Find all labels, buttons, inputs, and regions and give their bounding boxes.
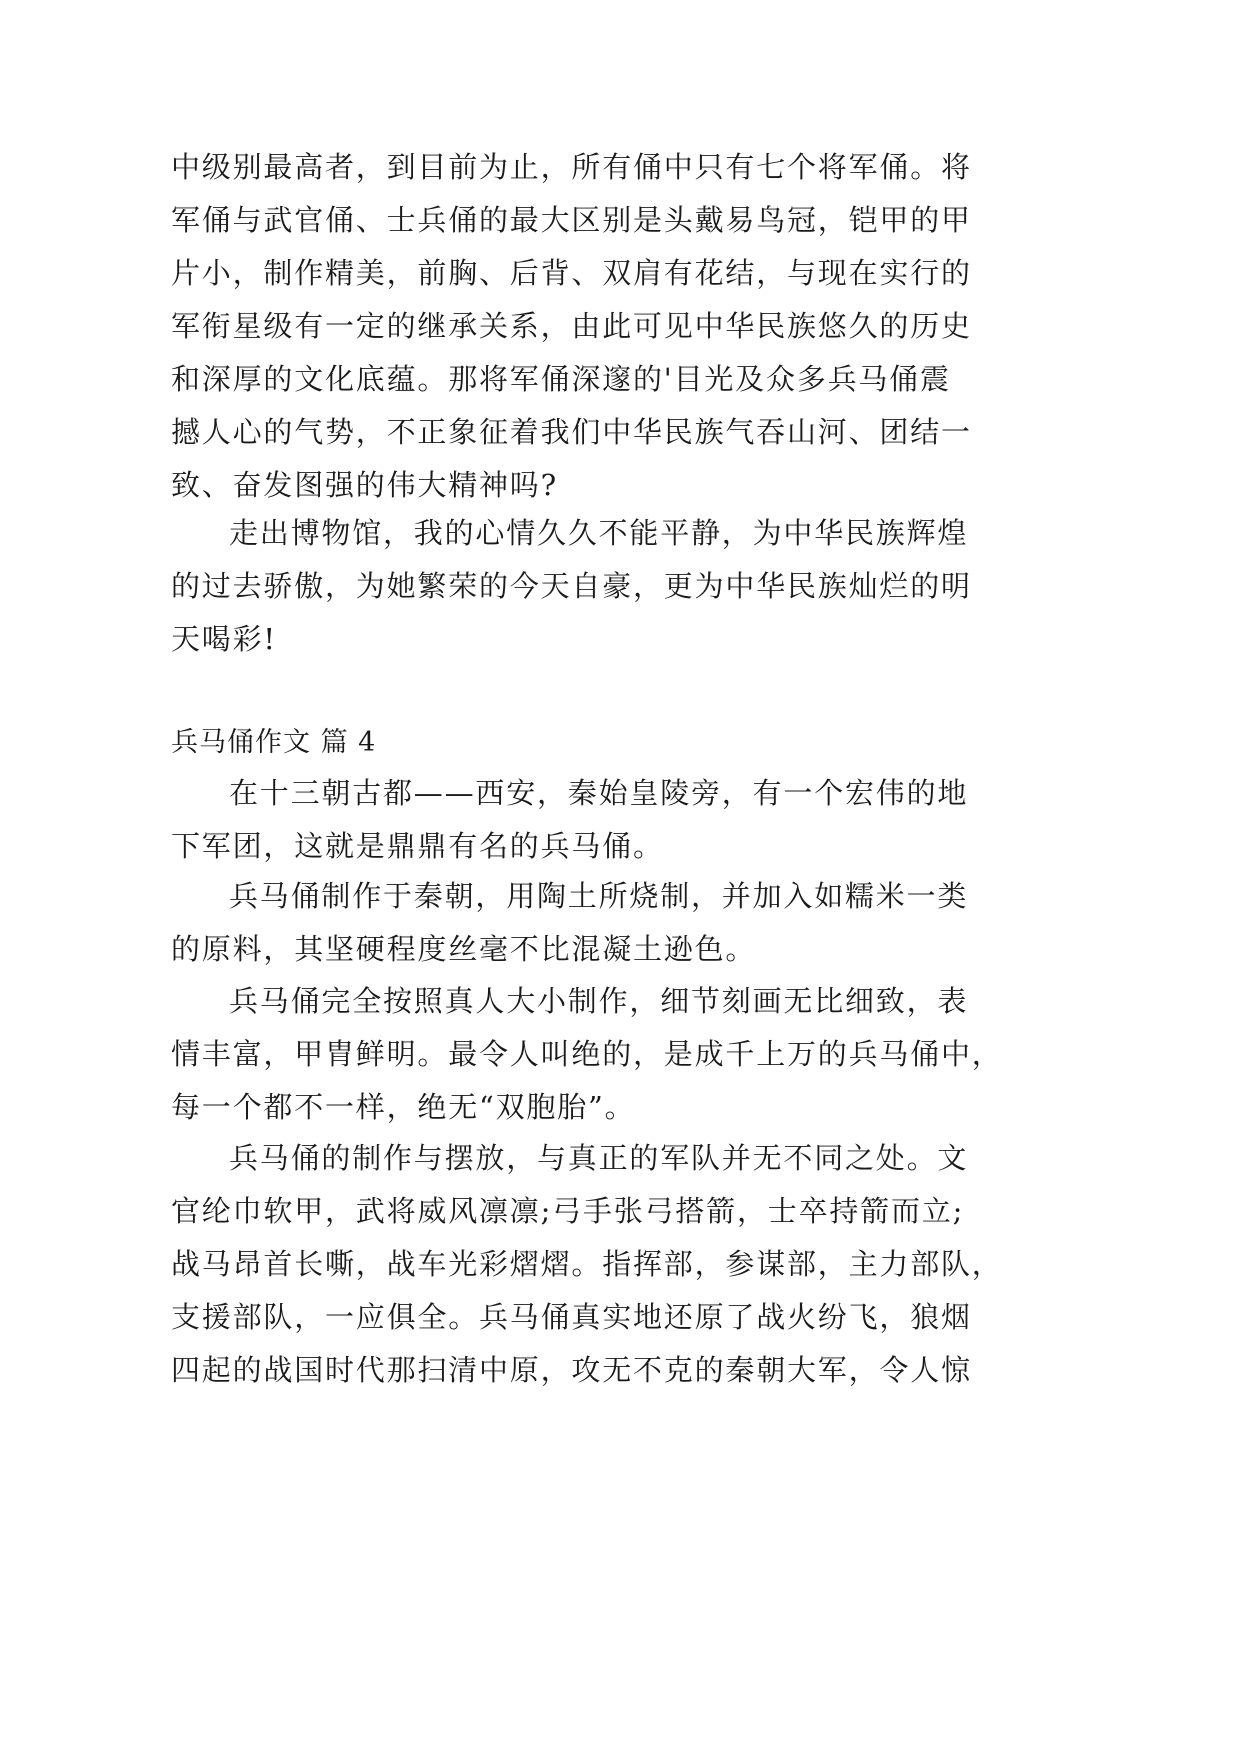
paragraph-line: 的过去骄傲，为她繁荣的今天自豪，更为中华民族灿烂的明 <box>171 569 972 603</box>
paragraph-line: 天喝彩! <box>171 622 277 656</box>
paragraph-line: 下军团，这就是鼎鼎有名的兵马俑。 <box>171 829 664 863</box>
paragraph-line: 官纶巾软甲，武将威风凛凛;弓手张弓搭箭，士卒持箭而立; <box>171 1194 965 1228</box>
paragraph-line: 的原料，其坚硬程度丝毫不比混凝土逊色。 <box>171 932 757 966</box>
paragraph-line: 支援部队，一应俱全。兵马俑真实地还原了战火纷飞，狼烟 <box>171 1300 972 1334</box>
paragraph-line: 情丰富，甲胄鲜明。最令人叫绝的，是成千上万的兵马俑中， <box>171 1037 1003 1071</box>
paragraph-line: 走出博物馆，我的心情久久不能平静，为中华民族辉煌 <box>229 516 969 550</box>
section-heading: 兵马俑作文 篇 4 <box>171 727 377 758</box>
paragraph-line: 在十三朝古都——西安，秦始皇陵旁，有一个宏伟的地 <box>229 776 969 810</box>
paragraph-line: 兵马俑制作于秦朝，用陶土所烧制，并加入如糯米一类 <box>229 879 969 913</box>
paragraph-line: 致、奋发图强的伟大精神吗? <box>171 468 558 502</box>
paragraph-line: 中级别最高者，到目前为止，所有俑中只有七个将军俑。将 <box>171 150 972 184</box>
paragraph-line: 每一个都不一样，绝无“双胞胎”。 <box>171 1090 636 1124</box>
paragraph-line: 四起的战国时代那扫清中原，攻无不克的秦朝大军，令人惊 <box>171 1353 972 1387</box>
paragraph-line: 撼人心的气势，不正象征着我们中华民族气吞山河、团结一 <box>171 415 972 449</box>
paragraph-line: 兵马俑的制作与摆放，与真正的军队并无不同之处。文 <box>229 1141 969 1175</box>
paragraph-line: 和深厚的文化底蕴。那将军俑深邃的'目光及众多兵马俑震 <box>171 362 951 396</box>
paragraph-line: 军俑与武官俑、士兵俑的最大区别是头戴易鸟冠，铠甲的甲 <box>171 203 972 237</box>
paragraph-line: 战马昂首长嘶，战车光彩熠熠。指挥部，参谋部，主力部队， <box>171 1247 1003 1281</box>
paragraph-line: 兵马俑完全按照真人大小制作，细节刻画无比细致，表 <box>229 984 969 1018</box>
paragraph-line: 片小，制作精美，前胸、后背、双肩有花结，与现在实行的 <box>171 256 972 290</box>
paragraph-line: 军衔星级有一定的继承关系，由此可见中华民族悠久的历史 <box>171 309 972 343</box>
